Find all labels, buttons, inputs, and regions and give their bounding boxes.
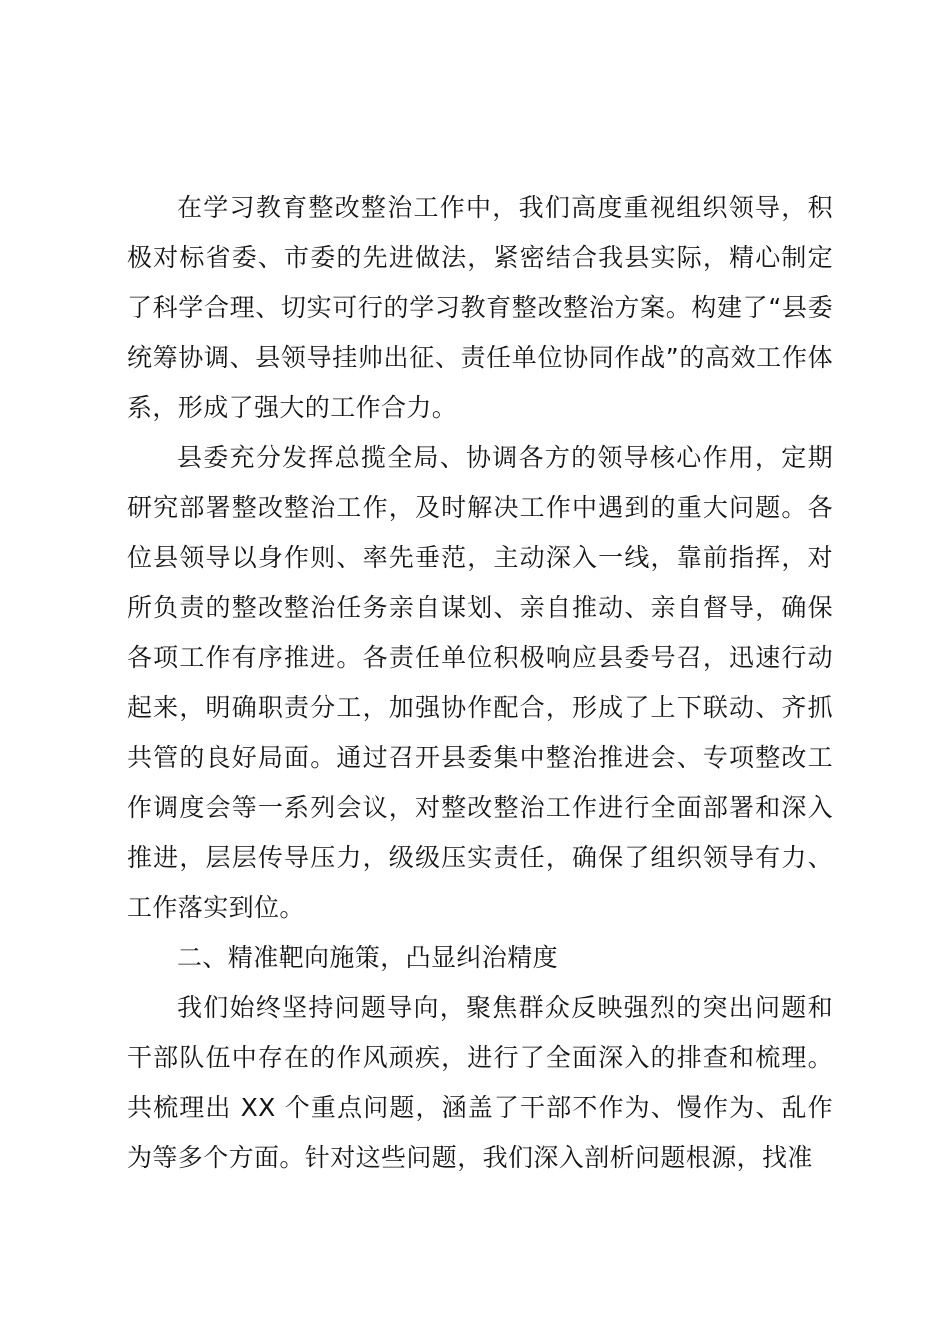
paragraph-county-committee-role: 县委充分发挥总揽全局、协调各方的领导核心作用，定期研究部署整改整治工作，及时解决工作中遇到的重大问题。各位县领导以身作则、率先垂范，主动深入一线，靠前指挥，对所负责的整改整治任务亲自谋划、亲自推动、亲自督导，确保各项工作有序推进。各责任单位积极响应县委号召，迅速行动起来，明确职责分工，加强协作配合，形成了上下联动、齐抓共管的良好局面。通过召开县委集中整治推进会、专项整改工作调度会等一系列会议，对整改整治工作进行全面部署和深入推进，层层传导压力，级级压实责任，确保了组织领导有力、工作落实到位。 <box>127 443 833 922</box>
paragraph-problem-orientation: 我们始终坚持问题导向，聚焦群众反映强烈的突出问题和干部队伍中存在的作风顽疾，进行了全面深入的排查和梳理。共梳理出 XX 个重点问题，涵盖了干部不作为、慢作为、乱作为等多个方面。针对这些问题，我们深入剖析问题根源，找准 <box>127 993 833 1172</box>
section-heading-precise-measures: 二、精准靶向施策，凸显纠治精度 <box>177 943 559 972</box>
paragraph-organization-leadership: 在学习教育整改整治工作中，我们高度重视组织领导，积极对标省委、市委的先进做法，紧密结合我县实际，精心制定了科学合理、切实可行的学习教育整改整治方案。构建了“县委统筹协调、县领导挂帅出征、责任单位协同作战”的高效工作体系，形成了强大的工作合力。 <box>127 193 833 422</box>
document-body <box>127 183 833 1183</box>
